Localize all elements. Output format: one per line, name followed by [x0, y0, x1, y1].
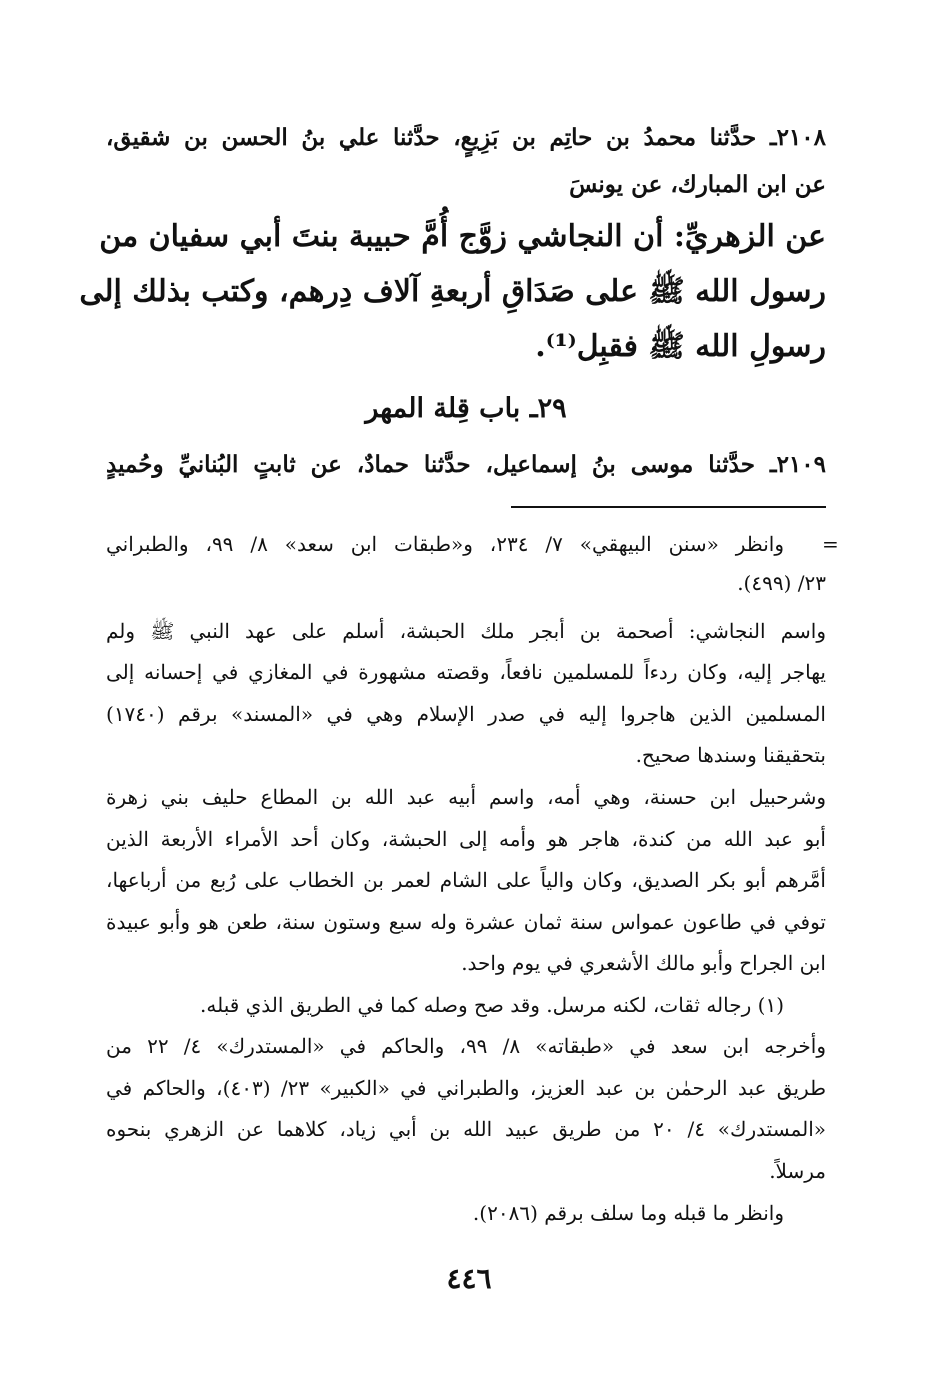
hadith-2108-matn-line-2: رسول الله ﷺ على صَدَاقِ أربعةِ آلاف دِرهم، وكتب بذلك إلى — [79, 274, 826, 309]
footnote-p2-line-1: واسم النجاشي: أصحمة بن أبجر ملك الحبشة، أسلم على عهد النبي ﷺ ولم — [106, 619, 826, 643]
footnote-p5-line-4: مرسلاً. — [769, 1159, 826, 1183]
footnote-p1-line-2: ٢٣/ (٤٩٩). — [737, 571, 826, 595]
footnote-p3-line-5: ابن الجراح وأبو مالك الأشعري في يوم واحد. — [461, 951, 826, 975]
footnote-p3-line-1: وشرحبيل ابن حسنة، وهي أمه، واسم أبيه عبد الله بن المطاع حليف بني زهرة — [106, 785, 826, 809]
footnote-p2-line-4: بتحقيقنا وسندها صحيح. — [635, 743, 826, 767]
chapter-title: ٢٩ـ باب قِلة المهر — [365, 393, 567, 424]
footnote-p2-line-3: المسلمين الذين هاجروا إليه في صدر الإسلام وهي في «المسند» برقم (١٧٤٠) — [106, 702, 826, 726]
hadith-2108-isnad-line-1: ٢١٠٨ـ حدَّثنا محمدُ بن حاتِم بن بَزِيعٍ، حدَّثنا علي بنُ الحسن بن شقيق، — [106, 124, 826, 151]
hadith-2109-isnad-line: ٢١٠٩ـ حدَّثنا موسى بنُ إسماعيل، حدَّثنا حمادٌ، عن ثابتٍ البُنانيِّ وحُميدٍ — [106, 451, 826, 478]
footnote-p5-line-2: طريق عبد الرحمٰن بن عبد العزيز، والطبراني في «الكبير» ٢٣/ (٤٠٣)، والحاكم في — [106, 1076, 826, 1100]
footnote-p3-line-2: أبو عبد الله من كندة، هاجر هو وأمه إلى الحبشة، وكان أحد الأمراء الأربعة الذين — [106, 827, 826, 851]
footnote-p3-line-4: توفي في طاعون عمواس سنة ثمان عشرة وله سبع وستون سنة، طعن هو وأبو عبيدة — [106, 910, 826, 934]
footnote-separator — [511, 506, 826, 508]
footnote-p5-line-3: «المستدرك» ٤/ ٢٠ من طريق عبيد الله بن أبي زياد، كلاهما عن الزهري بنحوه — [106, 1117, 826, 1141]
footnote-p2-line-2: يهاجر إليه، وكان ردءاً للمسلمين نافعاً، وقصته مشهورة في المغازي في إحسانه إلى — [106, 660, 826, 684]
footnote-p3-line-3: أمَّرهم أبو بكر الصديق، وكان والياً على الشام لعمر بن الخطاب على رُبع من أرباعها، — [106, 868, 826, 892]
continuation-mark: = — [822, 532, 839, 556]
footnote-1: (١) رجاله ثقات، لكنه مرسل. وقد صح وصله كما في الطريق الذي قبله. — [200, 993, 784, 1017]
hadith-2108-matn-line-1: عن الزهريِّ: أن النجاشي زوَّج أُمَّ حبيبة بنتَ أبي سفيان من — [99, 219, 826, 254]
page-number: ٤٤٦ — [446, 1262, 492, 1295]
footnote-p1-line-1: وانظر «سنن البيهقي» ٧/ ٢٣٤، و«طبقات ابن سعد» ٨/ ٩٩، والطبراني — [106, 532, 784, 556]
footnote-p6-line-1: وانظر ما قبله وما سلف برقم (٢٠٨٦). — [472, 1201, 784, 1225]
hadith-2108-isnad-line-2: عن ابن المبارك، عن يونسَ — [569, 171, 826, 198]
footnote-p5-line-1: وأخرجه ابن سعد في «طبقاته» ٨/ ٩٩، والحاكم في «المستدرك» ٤/ ٢٢ من — [106, 1034, 826, 1058]
hadith-2108-matn-line-3: رسولِ الله ﷺ فقبِل⁽¹⁾. — [535, 329, 826, 364]
